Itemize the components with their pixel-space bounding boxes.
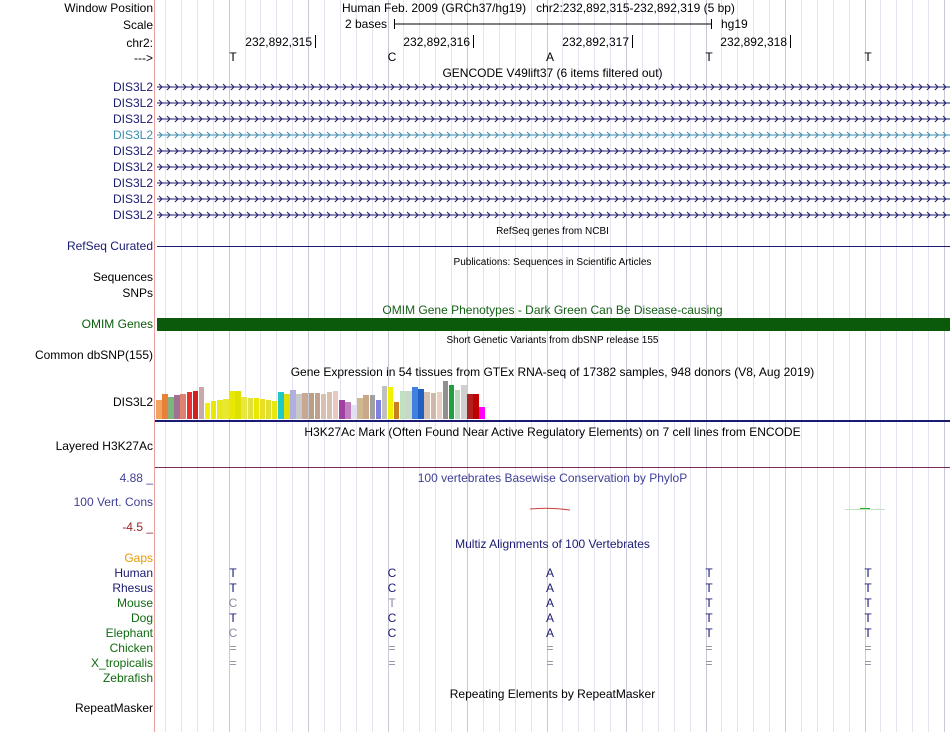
gtex-tissue-bar[interactable] — [467, 394, 473, 419]
alignment-base: T — [705, 596, 713, 610]
alignment-base: T — [229, 566, 237, 580]
alignment-base: = — [705, 656, 713, 670]
alignment-base: T — [229, 581, 237, 595]
gtex-tissue-bar[interactable] — [351, 405, 357, 419]
alignment-base: A — [545, 626, 554, 640]
coordinate-tick — [315, 35, 316, 48]
gencode-transcript[interactable] — [157, 178, 950, 188]
alignment-base: A — [545, 566, 554, 580]
chrom-label: chr2: — [126, 36, 153, 50]
window-position-label: Window Position — [64, 1, 153, 15]
gtex-tissue-bar[interactable] — [193, 391, 199, 419]
gtex-tissue-bar[interactable] — [406, 391, 412, 419]
gtex-tissue-bar[interactable] — [248, 398, 254, 419]
gtex-tissue-bar[interactable] — [162, 394, 168, 419]
reference-base: A — [545, 50, 554, 64]
gencode-transcript[interactable] — [157, 162, 950, 172]
alignment-base: T — [388, 596, 396, 610]
gtex-tissue-bar[interactable] — [400, 391, 406, 419]
coordinate-label: 232,892,317 — [562, 35, 629, 49]
reference-base: T — [705, 50, 713, 64]
repeatmasker-track-label[interactable]: RepeatMasker — [74, 701, 153, 715]
scale-text: 2 bases — [345, 17, 388, 31]
alignment-base: C — [387, 611, 397, 625]
alignment-base: A — [545, 596, 554, 610]
alignment-base: T — [864, 611, 872, 625]
gtex-tissue-bar[interactable] — [205, 403, 211, 419]
h3k27ac-baseline — [155, 467, 950, 468]
gtex-tissue-bar[interactable] — [315, 393, 321, 419]
phylop-max-label: 4.88 _ — [119, 471, 153, 485]
omim-track-label[interactable]: OMIM Genes — [81, 317, 153, 331]
gtex-tissue-bar[interactable] — [187, 392, 193, 419]
alignment-base: T — [705, 626, 713, 640]
gtex-tissue-bar[interactable] — [260, 399, 266, 419]
refseq-gene-line[interactable] — [157, 246, 950, 247]
alignment-base: = — [388, 641, 396, 655]
alignment-base: = — [229, 641, 237, 655]
scale-assembly: hg19 — [721, 17, 748, 31]
gtex-tissue-bar[interactable] — [309, 393, 315, 419]
reference-base: T — [229, 50, 237, 64]
gtex-tissue-bar[interactable] — [431, 393, 437, 419]
gencode-gene-label[interactable]: DIS3L2 — [112, 128, 153, 142]
gencode-gene-label[interactable]: DIS3L2 — [112, 80, 153, 94]
scale-label: Scale — [122, 18, 153, 32]
species-label[interactable]: Elephant — [105, 626, 153, 640]
species-label[interactable]: Rhesus — [112, 581, 153, 595]
gtex-tissue-bar[interactable] — [217, 400, 223, 419]
gaps-label: Gaps — [124, 551, 153, 565]
coordinate-label: 232,892,316 — [403, 35, 470, 49]
gtex-tissue-bar[interactable] — [455, 390, 461, 419]
gtex-tissue-bar[interactable] — [266, 400, 272, 419]
alignment-base: C — [228, 626, 238, 640]
gencode-gene-label[interactable]: DIS3L2 — [112, 112, 153, 126]
gtex-tissue-bar[interactable] — [443, 381, 449, 419]
gtex-tissue-bar[interactable] — [437, 392, 443, 419]
reference-base: T — [864, 50, 872, 64]
species-label[interactable]: X_tropicalis — [90, 656, 153, 670]
gencode-transcript[interactable] — [157, 194, 950, 204]
alignment-base: = — [864, 656, 872, 670]
gtex-tissue-bar[interactable] — [168, 397, 174, 419]
gencode-transcript[interactable] — [157, 130, 950, 140]
gencode-transcript[interactable] — [157, 82, 950, 92]
window-position-value: Human Feb. 2009 (GRCh37/hg19) chr2:232,892,315-232,892,319 (5 bp) — [342, 1, 735, 15]
gtex-tissue-bar[interactable] — [473, 394, 479, 419]
gtex-tissue-bar[interactable] — [272, 401, 278, 419]
alignment-base: T — [705, 581, 713, 595]
omim-track-title: OMIM Gene Phenotypes - Dark Green Can Be Disease-causing — [382, 303, 723, 317]
snps-track-label[interactable]: SNPs — [122, 286, 153, 300]
gtex-tissue-bar[interactable] — [412, 387, 418, 419]
gtex-tissue-bar[interactable] — [278, 392, 284, 419]
gtex-tissue-bar[interactable] — [290, 390, 296, 419]
gencode-transcript[interactable] — [157, 114, 950, 124]
alignment-base: A — [545, 611, 554, 625]
coordinate-tick — [473, 35, 474, 48]
gtex-tissue-bar[interactable] — [302, 393, 308, 419]
gtex-tissue-bar[interactable] — [327, 392, 333, 419]
species-label[interactable]: Zebrafish — [102, 671, 153, 685]
species-label[interactable]: Chicken — [109, 641, 153, 655]
gtex-tissue-bar[interactable] — [357, 398, 363, 419]
gtex-track-label[interactable]: DIS3L2 — [112, 395, 153, 409]
gtex-tissue-bar[interactable] — [296, 394, 302, 419]
h3k27ac-track-title: H3K27Ac Mark (Often Found Near Active Regulatory Elements) on 7 cell lines from ENCODE — [304, 425, 801, 439]
phylop-track-title: 100 vertebrates Basewise Conservation by PhyloP — [417, 471, 688, 485]
gtex-tissue-bar[interactable] — [241, 397, 247, 419]
gtex-tissue-bar[interactable] — [321, 394, 327, 419]
coordinate-label: 232,892,315 — [245, 35, 312, 49]
coordinate-tick — [790, 35, 791, 48]
strand-label: ---> — [134, 51, 153, 65]
gtex-tissue-bar[interactable] — [235, 391, 241, 419]
alignment-base: C — [387, 626, 397, 640]
gtex-tissue-bar[interactable] — [156, 400, 162, 419]
alignment-base: = — [388, 656, 396, 670]
alignment-base: T — [705, 611, 713, 625]
gtex-tissue-bar[interactable] — [284, 394, 290, 419]
gtex-tissue-bar[interactable] — [333, 391, 339, 419]
alignment-base: C — [228, 596, 238, 610]
alignment-base: = — [546, 656, 554, 670]
gencode-gene-label[interactable]: DIS3L2 — [112, 192, 153, 206]
alignment-base: T — [864, 596, 872, 610]
repeatmasker-track-title: Repeating Elements by RepeatMasker — [449, 687, 656, 701]
gtex-tissue-bar[interactable] — [211, 401, 217, 419]
coordinate-tick — [632, 35, 633, 48]
scale-bar — [394, 17, 714, 31]
alignment-base: C — [387, 581, 397, 595]
alignment-base: T — [864, 626, 872, 640]
dbsnp-track-label[interactable]: Common dbSNP(155) — [34, 348, 153, 362]
gtex-tissue-bar[interactable] — [424, 392, 430, 419]
gtex-tissue-bar[interactable] — [376, 400, 382, 419]
gencode-track-title: GENCODE V49lift37 (6 items filtered out) — [442, 66, 663, 80]
alignment-base: T — [705, 566, 713, 580]
phylop-min-label: -4.5 _ — [122, 520, 153, 534]
phylop-track-label[interactable]: 100 Vert. Cons — [73, 495, 153, 509]
species-label[interactable]: Human — [114, 566, 153, 580]
gencode-gene-label[interactable]: DIS3L2 — [112, 160, 153, 174]
phylop-positive-mark — [840, 505, 890, 513]
sequences-track-label[interactable]: Sequences — [92, 270, 153, 284]
phylop-negative-mark — [520, 505, 580, 513]
alignment-base: T — [229, 611, 237, 625]
gencode-transcript[interactable] — [157, 98, 950, 108]
alignment-base: T — [864, 581, 872, 595]
gtex-tissue-bar[interactable] — [229, 391, 235, 419]
refseq-track-title: RefSeq genes from NCBI — [496, 226, 609, 237]
gtex-baseline — [155, 420, 950, 422]
gtex-tissue-bar[interactable] — [363, 395, 369, 419]
gencode-gene-label[interactable]: DIS3L2 — [112, 208, 153, 222]
gtex-tissue-bar[interactable] — [479, 407, 485, 419]
alignment-base: T — [864, 566, 872, 580]
alignment-base: = — [705, 641, 713, 655]
alignment-base: = — [864, 641, 872, 655]
gtex-tissue-bar[interactable] — [339, 400, 345, 419]
gtex-tissue-bar[interactable] — [388, 387, 394, 419]
gtex-tissue-bar[interactable] — [461, 385, 467, 419]
gtex-tissue-bar[interactable] — [254, 398, 260, 419]
gencode-gene-label[interactable]: DIS3L2 — [112, 96, 153, 110]
gtex-tissue-bar[interactable] — [418, 389, 424, 419]
gtex-tissue-bar[interactable] — [382, 386, 388, 419]
gtex-tissue-bar[interactable] — [199, 387, 205, 419]
gencode-gene-label[interactable]: DIS3L2 — [112, 144, 153, 158]
gencode-gene-label[interactable]: DIS3L2 — [112, 176, 153, 190]
gtex-tissue-bar[interactable] — [174, 395, 180, 419]
gencode-transcript[interactable] — [157, 146, 950, 156]
gtex-tissue-bar[interactable] — [180, 394, 186, 419]
alignment-base: = — [229, 656, 237, 670]
gtex-track-title: Gene Expression in 54 tissues from GTEx RNA-seq of 17382 samples, 948 donors (V8, Aug 2019) — [290, 365, 815, 379]
publications-track-title: Publications: Sequences in Scientific Articles — [453, 257, 652, 268]
gtex-tissue-bar[interactable] — [370, 395, 376, 419]
alignment-base: C — [387, 566, 397, 580]
gencode-transcript[interactable] — [157, 210, 950, 220]
multiz-track-title: Multiz Alignments of 100 Vertebrates — [455, 537, 650, 551]
omim-gene-bar[interactable] — [157, 318, 950, 331]
h3k27ac-track-label[interactable]: Layered H3K27Ac — [55, 439, 153, 453]
gtex-tissue-bar[interactable] — [449, 385, 455, 419]
refseq-track-label[interactable]: RefSeq Curated — [66, 239, 153, 253]
coordinate-label: 232,892,318 — [720, 35, 787, 49]
gtex-tissue-bar[interactable] — [223, 399, 229, 419]
species-label[interactable]: Mouse — [116, 596, 153, 610]
species-label[interactable]: Dog — [130, 611, 153, 625]
gtex-tissue-bar[interactable] — [394, 402, 400, 419]
alignment-base: = — [546, 641, 554, 655]
dbsnp-track-title: Short Genetic Variants from dbSNP release 155 — [446, 335, 659, 346]
reference-base: C — [387, 50, 397, 64]
gtex-tissue-bar[interactable] — [345, 402, 351, 419]
alignment-base: A — [545, 581, 554, 595]
